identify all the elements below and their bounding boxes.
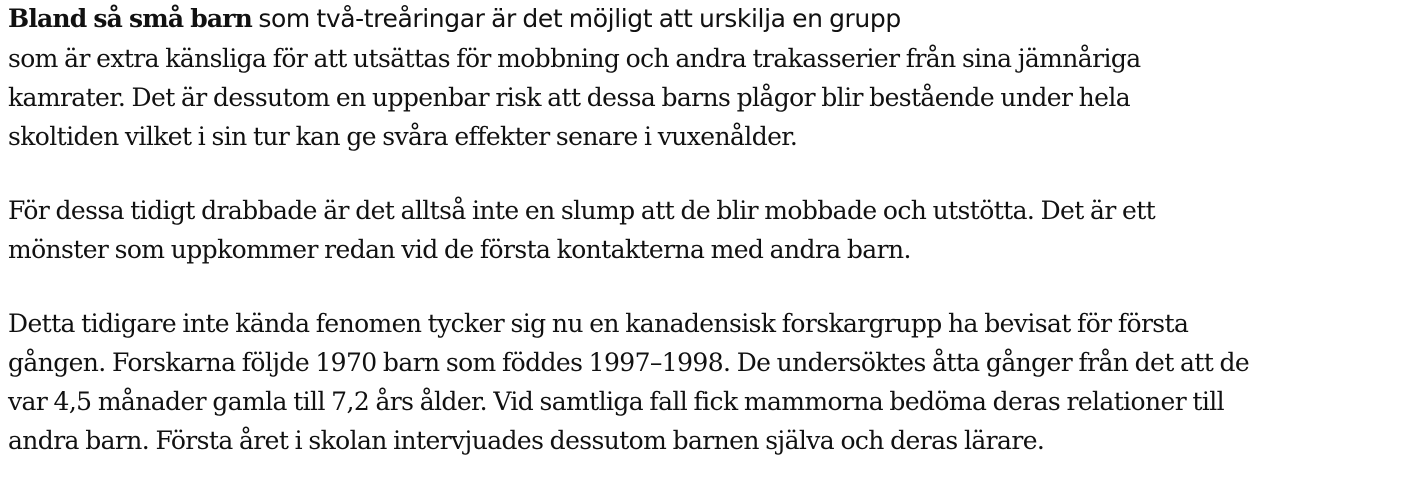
- paragraph-1-line-4: skoltiden vilket i sin tur kan ge svåra effekter senare i vuxenålder.: [8, 122, 798, 151]
- paragraph-3-line-2: gången. Forskarna följde 1970 barn som föddes 1997–1998. De undersöktes åtta gånger från det att de: [8, 348, 1250, 377]
- paragraph-2-line-2: mönster som uppkommer redan vid de första kontakterna med andra barn.: [8, 235, 911, 264]
- paragraph-1-line-2: som är extra känsliga för att utsättas för mobbning och andra trakasserier från sina jämnåriga: [8, 44, 1141, 73]
- paragraph-1-line-3: kamrater. Det är dessutom en uppenbar risk att dessa barns plågor blir bestående under hela: [8, 83, 1131, 112]
- paragraph-1-line-1: [8, 0, 901, 38]
- paragraph-3-line-4: andra barn. Första året i skolan intervjuades dessutom barnen själva och deras lärare.: [8, 426, 1045, 455]
- paragraph-3-line-3: var 4,5 månader gamla till 7,2 års ålder. Vid samtliga fall fick mammorna bedöma deras relationer till: [8, 387, 1225, 416]
- paragraph-1-line-1-text: som två-treåringar är det möjligt att urskilja en grupp: [258, 4, 901, 33]
- paragraph-2-line-1: För dessa tidigt drabbade är det alltså inte en slump att de blir mobbade och utstötta. Det är ett: [8, 196, 1156, 225]
- paragraph-3-line-1: Detta tidigare inte kända fenomen tycker sig nu en kanadensisk forskargrupp ha bevisat för första: [8, 309, 1189, 338]
- lead-phrase: Bland så små barn: [8, 4, 253, 33]
